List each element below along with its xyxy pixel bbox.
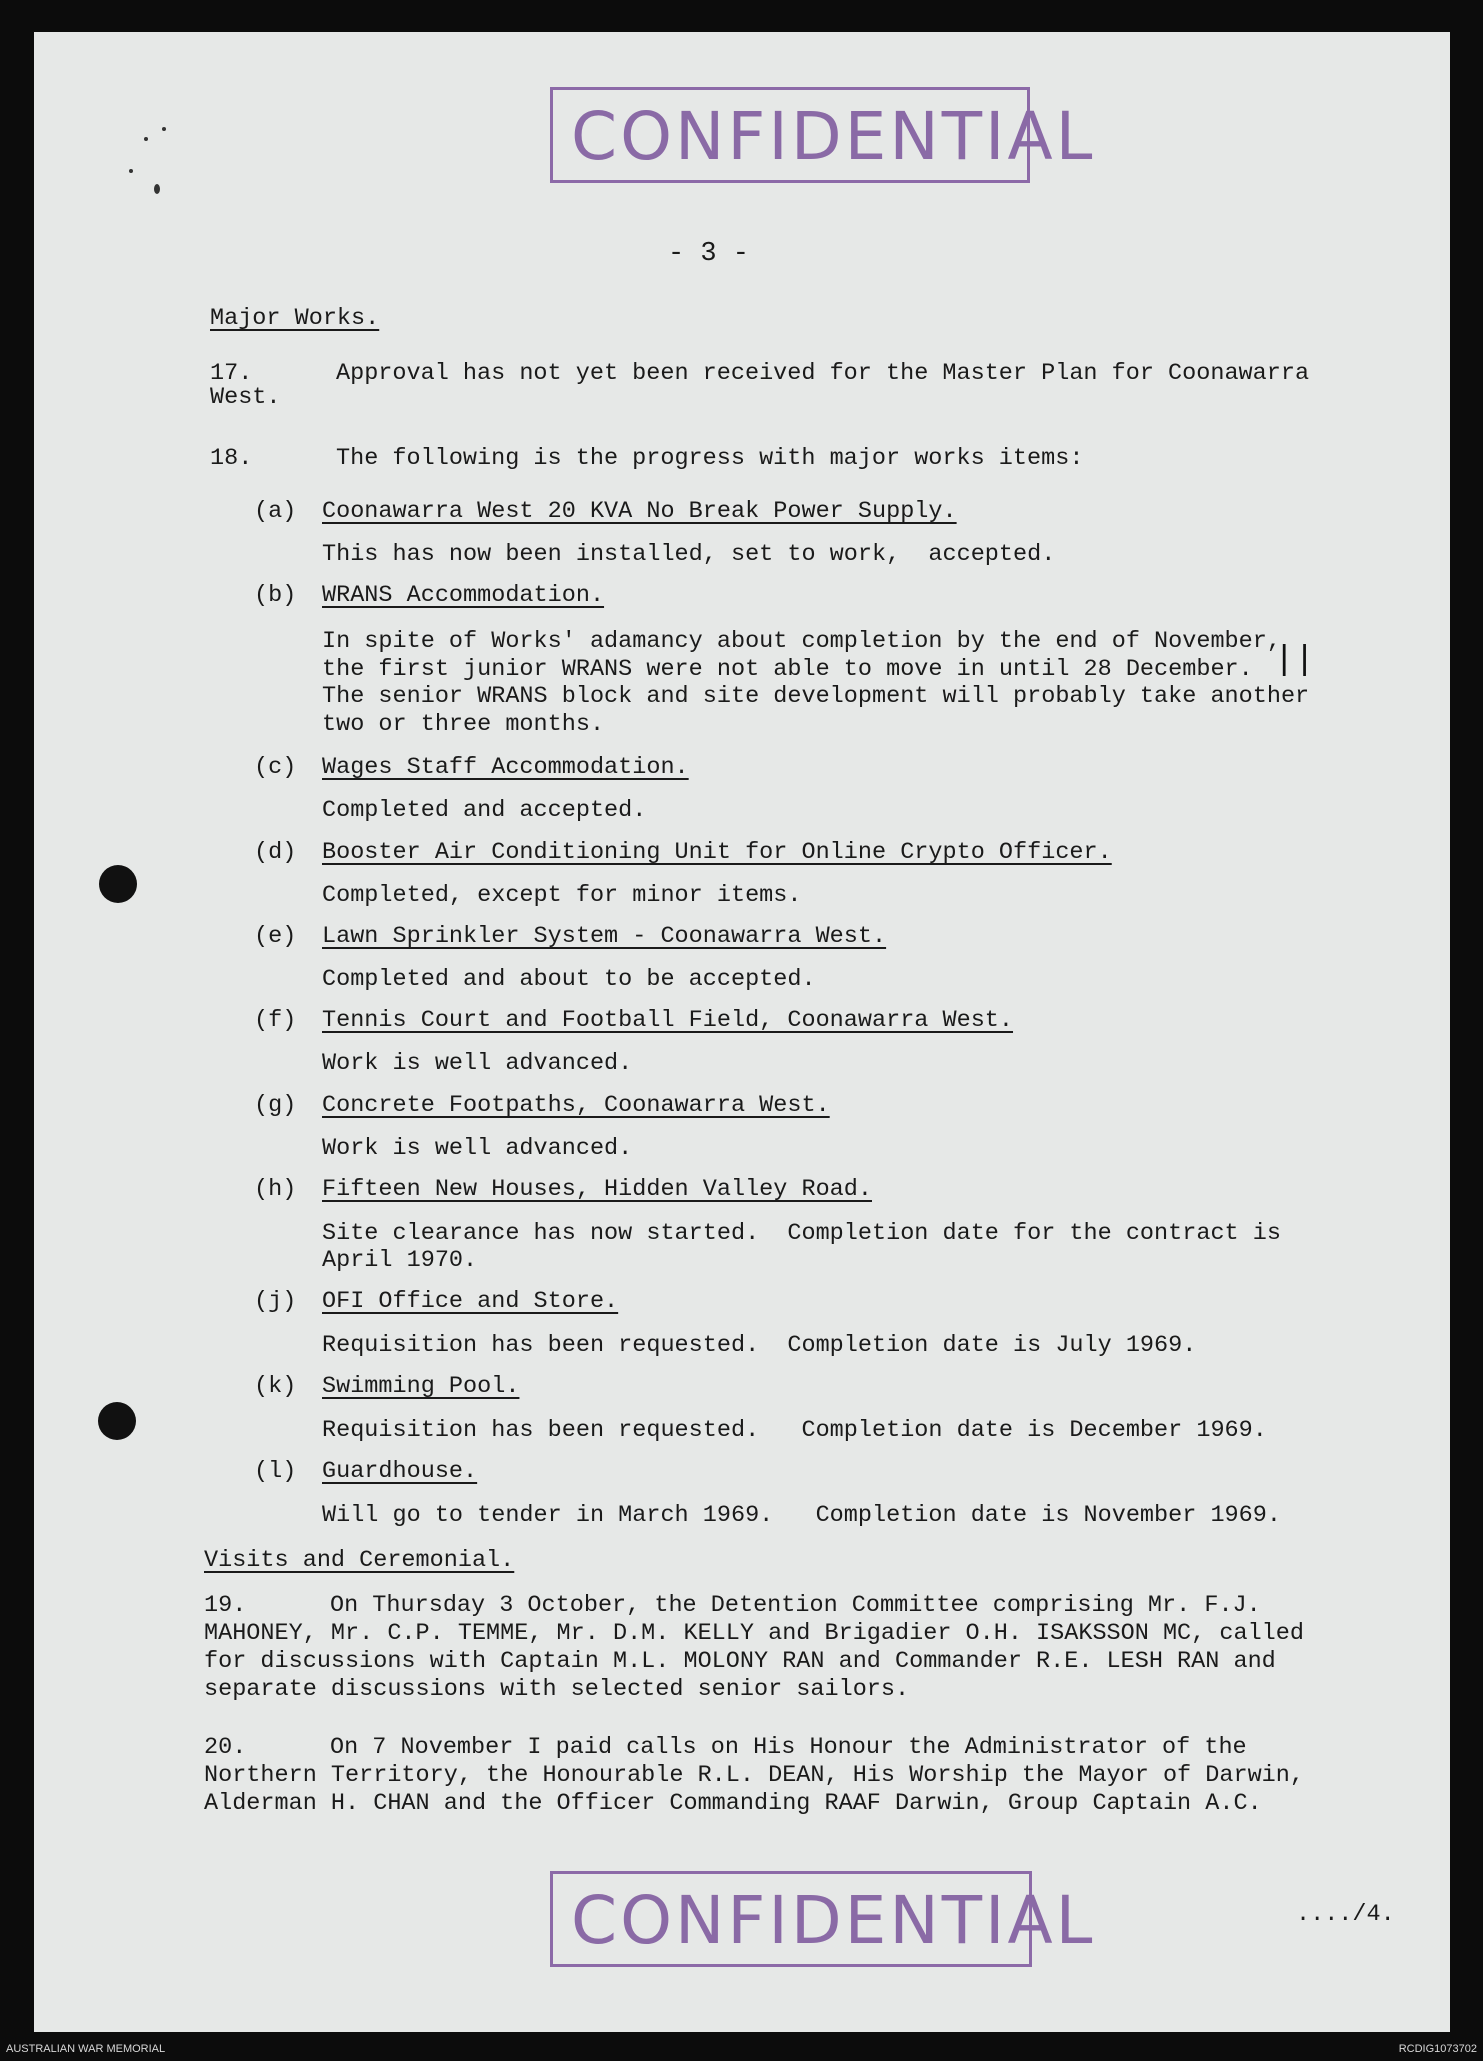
para-19-line: for discussions with Captain M.L. MOLONY RAN and Commander R.E. LESH RAN and bbox=[204, 1648, 1276, 1675]
paper-speck bbox=[144, 137, 148, 141]
item-text: Site clearance has now started. Completion date for the contract is bbox=[322, 1220, 1281, 1247]
item-text: the first junior WRANS were not able to move in until 28 December. bbox=[322, 656, 1253, 683]
item-text: Completed, except for minor items. bbox=[322, 882, 802, 909]
item-letter: (e) bbox=[254, 923, 297, 950]
para-17-line: Approval has not yet been received for the Master Plan for Coonawarra bbox=[336, 360, 1310, 387]
paper-speck bbox=[154, 184, 160, 194]
item-text: Completed and accepted. bbox=[322, 797, 647, 824]
para-19-line: On Thursday 3 October, the Detention Committee comprising Mr. F.J. bbox=[330, 1592, 1261, 1619]
item-text: Completed and about to be accepted. bbox=[322, 966, 816, 993]
para-20-line: On 7 November I paid calls on His Honour the Administrator of the bbox=[330, 1734, 1247, 1761]
continuation-marker: ..../4. bbox=[1296, 1901, 1395, 1928]
item-text: The senior WRANS block and site development will probably take another bbox=[322, 683, 1310, 710]
item-title: Wages Staff Accommodation. bbox=[322, 754, 689, 781]
item-title: Fifteen New Houses, Hidden Valley Road. bbox=[322, 1176, 872, 1203]
para-17-line: West. bbox=[210, 384, 281, 411]
confidential-stamp-top: CONFIDENTIAL bbox=[550, 87, 1030, 183]
item-letter: (a) bbox=[254, 498, 297, 525]
para-20-line: Northern Territory, the Honourable R.L. DEAN, His Worship the Mayor of Darwin, bbox=[204, 1762, 1304, 1789]
item-letter: (j) bbox=[254, 1288, 297, 1315]
para-19-line: separate discussions with selected senior sailors. bbox=[204, 1676, 910, 1703]
para-20-line: Alderman H. CHAN and the Officer Commanding RAAF Darwin, Group Captain A.C. bbox=[204, 1790, 1262, 1817]
item-text: This has now been installed, set to work, accepted. bbox=[322, 541, 1056, 568]
para-19-line: MAHONEY, Mr. C.P. TEMME, Mr. D.M. KELLY and Brigadier O.H. ISAKSSON MC, called bbox=[204, 1620, 1304, 1647]
item-title: OFI Office and Store. bbox=[322, 1288, 619, 1315]
item-title: Lawn Sprinkler System - Coonawarra West. bbox=[322, 923, 887, 950]
footer-archive-name: AUSTRALIAN WAR MEMORIAL bbox=[6, 2043, 166, 2055]
item-title: Tennis Court and Football Field, Coonawarra West. bbox=[322, 1007, 1014, 1034]
punch-hole bbox=[99, 865, 137, 903]
item-title: WRANS Accommodation. bbox=[322, 582, 605, 609]
page-number: - 3 - bbox=[668, 239, 750, 269]
section-heading-visits: Visits and Ceremonial. bbox=[204, 1547, 515, 1574]
item-title: Booster Air Conditioning Unit for Online Crypto Officer. bbox=[322, 839, 1112, 866]
item-text: April 1970. bbox=[322, 1247, 478, 1274]
paper-speck bbox=[162, 127, 166, 131]
paper-speck bbox=[129, 169, 133, 173]
handwritten-margin-mark: || bbox=[1274, 642, 1315, 680]
para-18-number: 18. bbox=[210, 445, 253, 472]
item-letter: (d) bbox=[254, 839, 297, 866]
item-letter: (b) bbox=[254, 582, 297, 609]
item-title: Swimming Pool. bbox=[322, 1373, 520, 1400]
item-letter: (l) bbox=[254, 1458, 297, 1485]
para-17-number: 17. bbox=[210, 360, 253, 387]
para-19-number: 19. bbox=[204, 1592, 247, 1619]
item-letter: (h) bbox=[254, 1176, 297, 1203]
item-letter: (c) bbox=[254, 754, 297, 781]
para-20-number: 20. bbox=[204, 1734, 247, 1761]
item-letter: (k) bbox=[254, 1373, 297, 1400]
confidential-stamp-bottom: CONFIDENTIAL bbox=[550, 1871, 1032, 1967]
item-text: Work is well advanced. bbox=[322, 1135, 633, 1162]
item-letter: (f) bbox=[254, 1007, 297, 1034]
item-text: Will go to tender in March 1969. Completion date is November 1969. bbox=[322, 1502, 1281, 1529]
item-text: In spite of Works' adamancy about completion by the end of November, bbox=[322, 628, 1281, 655]
item-title: Guardhouse. bbox=[322, 1458, 478, 1485]
item-title: Coonawarra West 20 KVA No Break Power Supply. bbox=[322, 498, 957, 525]
punch-hole bbox=[98, 1402, 136, 1440]
item-letter: (g) bbox=[254, 1092, 297, 1119]
section-heading-major-works: Major Works. bbox=[210, 305, 380, 332]
document-page bbox=[34, 32, 1450, 2032]
item-text: Work is well advanced. bbox=[322, 1050, 633, 1077]
footer-record-id: RCDIG1073702 bbox=[1398, 2043, 1477, 2055]
item-title: Concrete Footpaths, Coonawarra West. bbox=[322, 1092, 830, 1119]
para-18-text: The following is the progress with major works items: bbox=[336, 445, 1084, 472]
item-text: Requisition has been requested. Completion date is July 1969. bbox=[322, 1332, 1197, 1359]
item-text: two or three months. bbox=[322, 711, 605, 738]
item-text: Requisition has been requested. Completion date is December 1969. bbox=[322, 1417, 1267, 1444]
